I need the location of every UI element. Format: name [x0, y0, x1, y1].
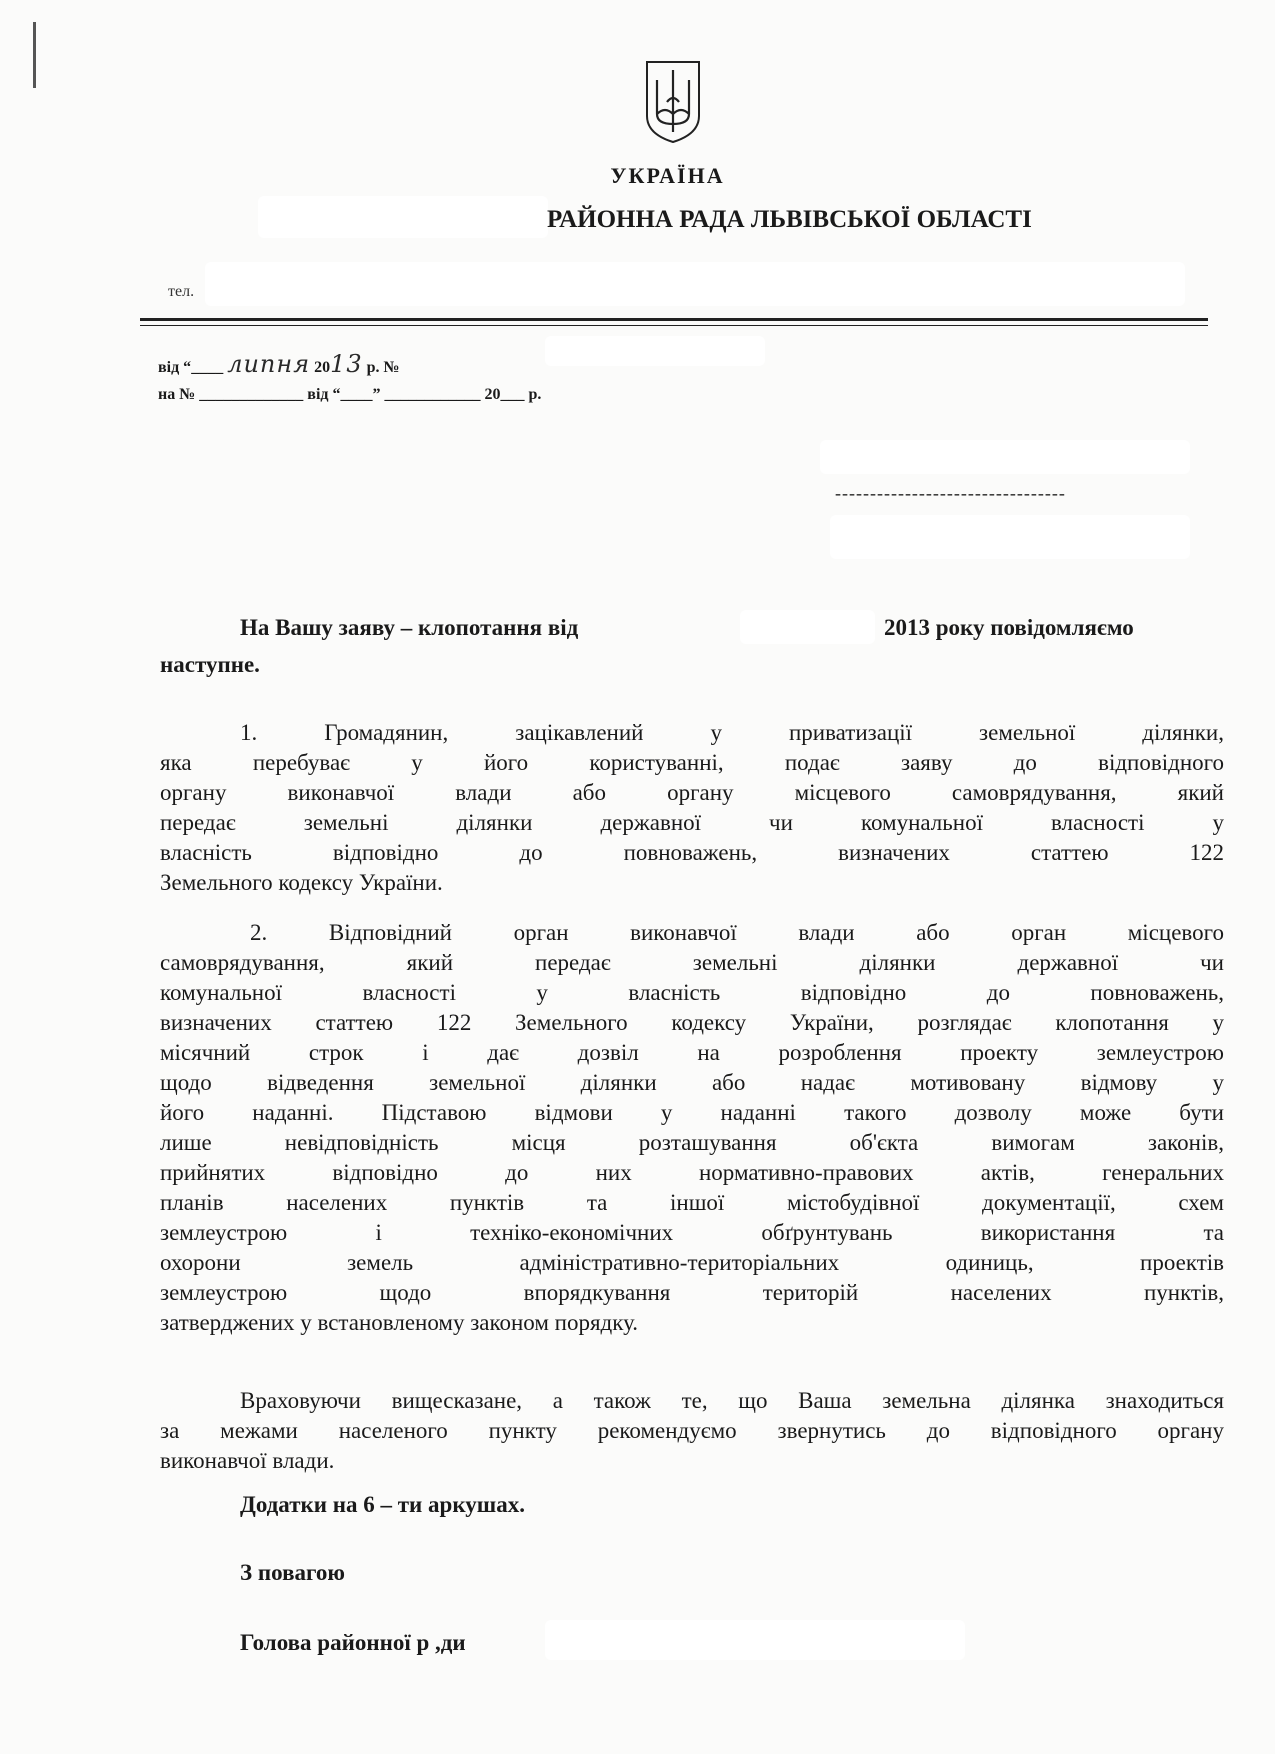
para3-last-line: виконавчої влади. — [160, 1448, 335, 1473]
para2-line: землеустрою і техніко-економічних обґрунтувань використання та — [160, 1220, 1224, 1245]
para1-line: яка перебуває у його користуванні, подає заяву до відповідного — [160, 750, 1224, 775]
para2-line: його наданні. Підставою відмови у наданні такого дозволу може бути — [160, 1100, 1224, 1125]
para2-line: планів населених пунктів та іншої містобудівної документації, схем — [160, 1190, 1224, 1215]
outgoing-reference-line: від “____ липня 2013 р. № — [158, 350, 400, 378]
redacted-addressee-1 — [820, 440, 1190, 474]
para1-last-line: Земельного кодексу України. — [160, 870, 443, 895]
ref-year-prefix: 20 — [314, 359, 331, 376]
scan-edge-mark — [33, 22, 36, 88]
intro-continuation: наступне. — [160, 652, 260, 677]
country-name: УКРАЇНА — [610, 163, 725, 188]
trident-coat-of-arms-icon — [643, 58, 703, 144]
para2-line: комунальної власності у власність відповідно до повноважень, — [160, 980, 1224, 1005]
intro-start: На Вашу заяву – клопотання від — [240, 615, 579, 640]
ref-month-handwritten: липня — [227, 350, 311, 378]
para3-line: за межами населеного пункту рекомендуємо звернутись до відповідного органу — [160, 1418, 1224, 1443]
para2-last-line: затверджених у встановленому законом порядку. — [160, 1310, 639, 1335]
para2-line: щодо відведення земельної ділянки або надає мотивовану відмову у — [160, 1070, 1224, 1095]
redacted-district-name — [258, 196, 548, 238]
addressee-separator: --------------------------------- — [835, 483, 1066, 503]
para2-line: 2. Відповідний орган виконавчої влади або орган місцевого — [250, 920, 1224, 945]
paragraph-3 — [160, 1386, 1224, 1476]
para2-line: самоврядування, який передає земельні ділянки державної чи — [160, 950, 1224, 975]
signatory-title: Голова районної р ,ди — [240, 1630, 466, 1655]
para2-line: лише невідповідність місця розташування об'єкта вимогам законів, — [160, 1130, 1224, 1155]
closing-regards: З повагою — [240, 1560, 345, 1585]
ref-number-label: р. № — [362, 359, 400, 376]
para2-line: прийнятих відповідно до них нормативно-правових актів, генеральних — [160, 1160, 1224, 1185]
header-rule-thin — [140, 325, 1208, 326]
attachments-note: Додатки на 6 – ти аркушах. — [240, 1492, 525, 1517]
redacted-addressee-2 — [830, 515, 1190, 559]
para2-line: охорони земель адміністративно-територіальних одиниць, проектів — [160, 1250, 1224, 1275]
paragraph-1 — [160, 718, 1224, 898]
para3-line: Враховуючи вищесказане, а також те, що Ваша земельна ділянка знаходиться — [240, 1388, 1224, 1413]
ref-date-prefix: від “ — [158, 359, 192, 376]
para1-line: 1. Громадянин, зацікавлений у приватизації земельної ділянки, — [240, 720, 1224, 745]
redacted-ref-number — [545, 336, 765, 366]
para1-line: органу виконавчої влади або органу місцевого самоврядування, який — [160, 780, 1224, 805]
para2-line: землеустрою щодо впорядкування територій населених пунктів, — [160, 1280, 1224, 1305]
para1-line: передає земельні ділянки державної чи комунальної власності у — [160, 810, 1224, 835]
council-name: РАЙОННА РАДА ЛЬВІВСЬКОЇ ОБЛАСТІ — [547, 206, 1032, 233]
redacted-contacts — [205, 262, 1185, 306]
para2-line: місячний строк і дає дозвіл на розроблення проекту землеустрою — [160, 1040, 1224, 1065]
redacted-request-date — [740, 610, 875, 644]
redacted-signatory-name — [545, 1620, 965, 1660]
incoming-reference-line: на № _____________ від “____” ____________ 20___ р. — [158, 386, 542, 403]
para1-line: власність відповідно до повноважень, визначених статтею 122 — [160, 840, 1224, 865]
ref-year-handwritten: 13 — [330, 350, 363, 378]
header-rule-thick — [140, 318, 1208, 321]
para2-line: визначених статтею 122 Земельного кодексу України, розглядає клопотання у — [160, 1010, 1224, 1035]
phone-label: тел. — [168, 283, 195, 300]
intro-end: 2013 року повідомляємо — [884, 615, 1134, 640]
paragraph-2 — [160, 918, 1224, 1338]
